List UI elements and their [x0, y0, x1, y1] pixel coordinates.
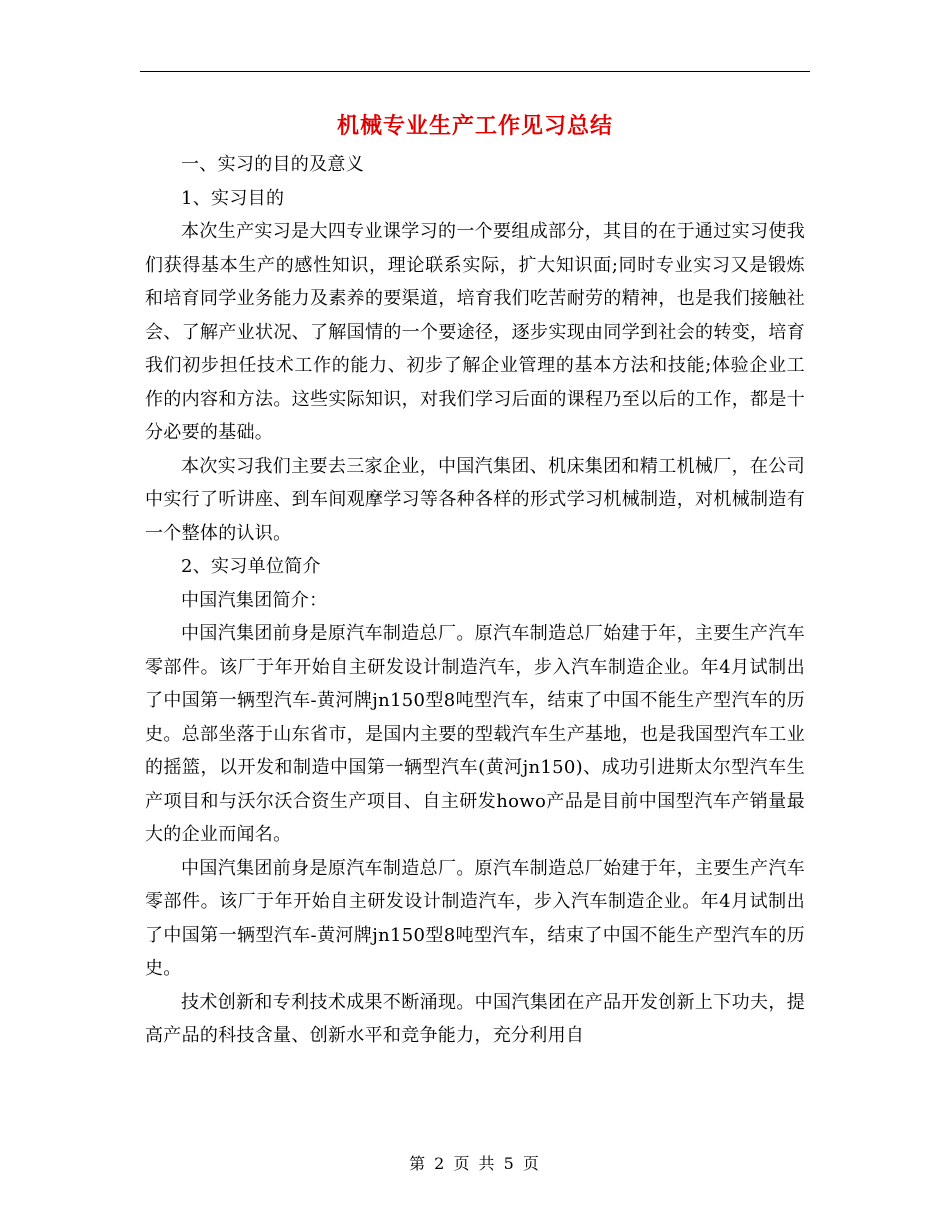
document-title: 机械专业生产工作见习总结: [336, 113, 613, 139]
section-heading: 一、实习的目的及意义: [181, 154, 364, 175]
body-paragraph: 本次实习我们主要去三家企业，中国汽集团、机床集团和精工机械厂，在公司中实行了听讲座、到车间观摩学习等各种各样的形式学习机械制造，对机械制造有一个整体的认识。: [145, 455, 805, 544]
subsection-heading: 中国汽集团简介：: [181, 589, 328, 611]
body-paragraph: 中国汽集团前身是原汽车制造总厂。原汽车制造总厂始建于年，主要生产汽车零部件。该厂于年开始自主研发设计制造汽车，步入汽车制造企业。年4月试制出了中国第一辆型汽车-黄河牌jn150型8吨型汽车，结束了中国不能生产型汽车的历史。总部坐落于山东省市，是国内主要的型载汽车生产基地，也是我国型汽车工业的摇篮，以开发和制造中国第一辆型汽车(黄河jn150)、成功引进斯太尔型汽车生产项目和与沃尔沃合资生产项目、自主研发howo产品是目前中国型汽车产销量最大的企业而闻名。: [145, 623, 805, 845]
page-number: 第 2 页 共 5 页: [409, 1154, 541, 1173]
header-rule: [140, 71, 810, 72]
body-paragraph: 本次生产实习是大四专业课学习的一个要组成部分，其目的在于通过实习使我们获得基本生产的感性知识，理论联系实际，扩大知识面;同时专业实习又是锻炼和培育同学业务能力及素养的要渠道，培育我们吃苦耐劳的精神，也是我们接触社会、了解产业状况、了解国情的一个要途径，逐步实现由同学到社会的转变，培育我们初步担任技术工作的能力、初步了解企业管理的基本方法和技能;体验企业工作的内容和方法。这些实际知识，对我们学习后面的课程乃至以后的工作，都是十分必要的基础。: [145, 221, 805, 443]
body-paragraph: 技术创新和专利技术成果不断涌现。中国汽集团在产品开发创新上下功夫，提高产品的科技含量、创新水平和竞争能力，充分利用自: [145, 991, 805, 1046]
subsection-heading: 1、实习目的: [181, 187, 285, 209]
document-body: [145, 148, 805, 1053]
subsection-heading: 2、实习单位简介: [181, 556, 321, 577]
body-paragraph: 中国汽集团前身是原汽车制造总厂。原汽车制造总厂始建于年，主要生产汽车零部件。该厂于年开始自主研发设计制造汽车，步入汽车制造企业。年4月试制出了中国第一辆型汽车-黄河牌jn150型8吨型汽车，结束了中国不能生产型汽车的历史。: [145, 857, 805, 979]
